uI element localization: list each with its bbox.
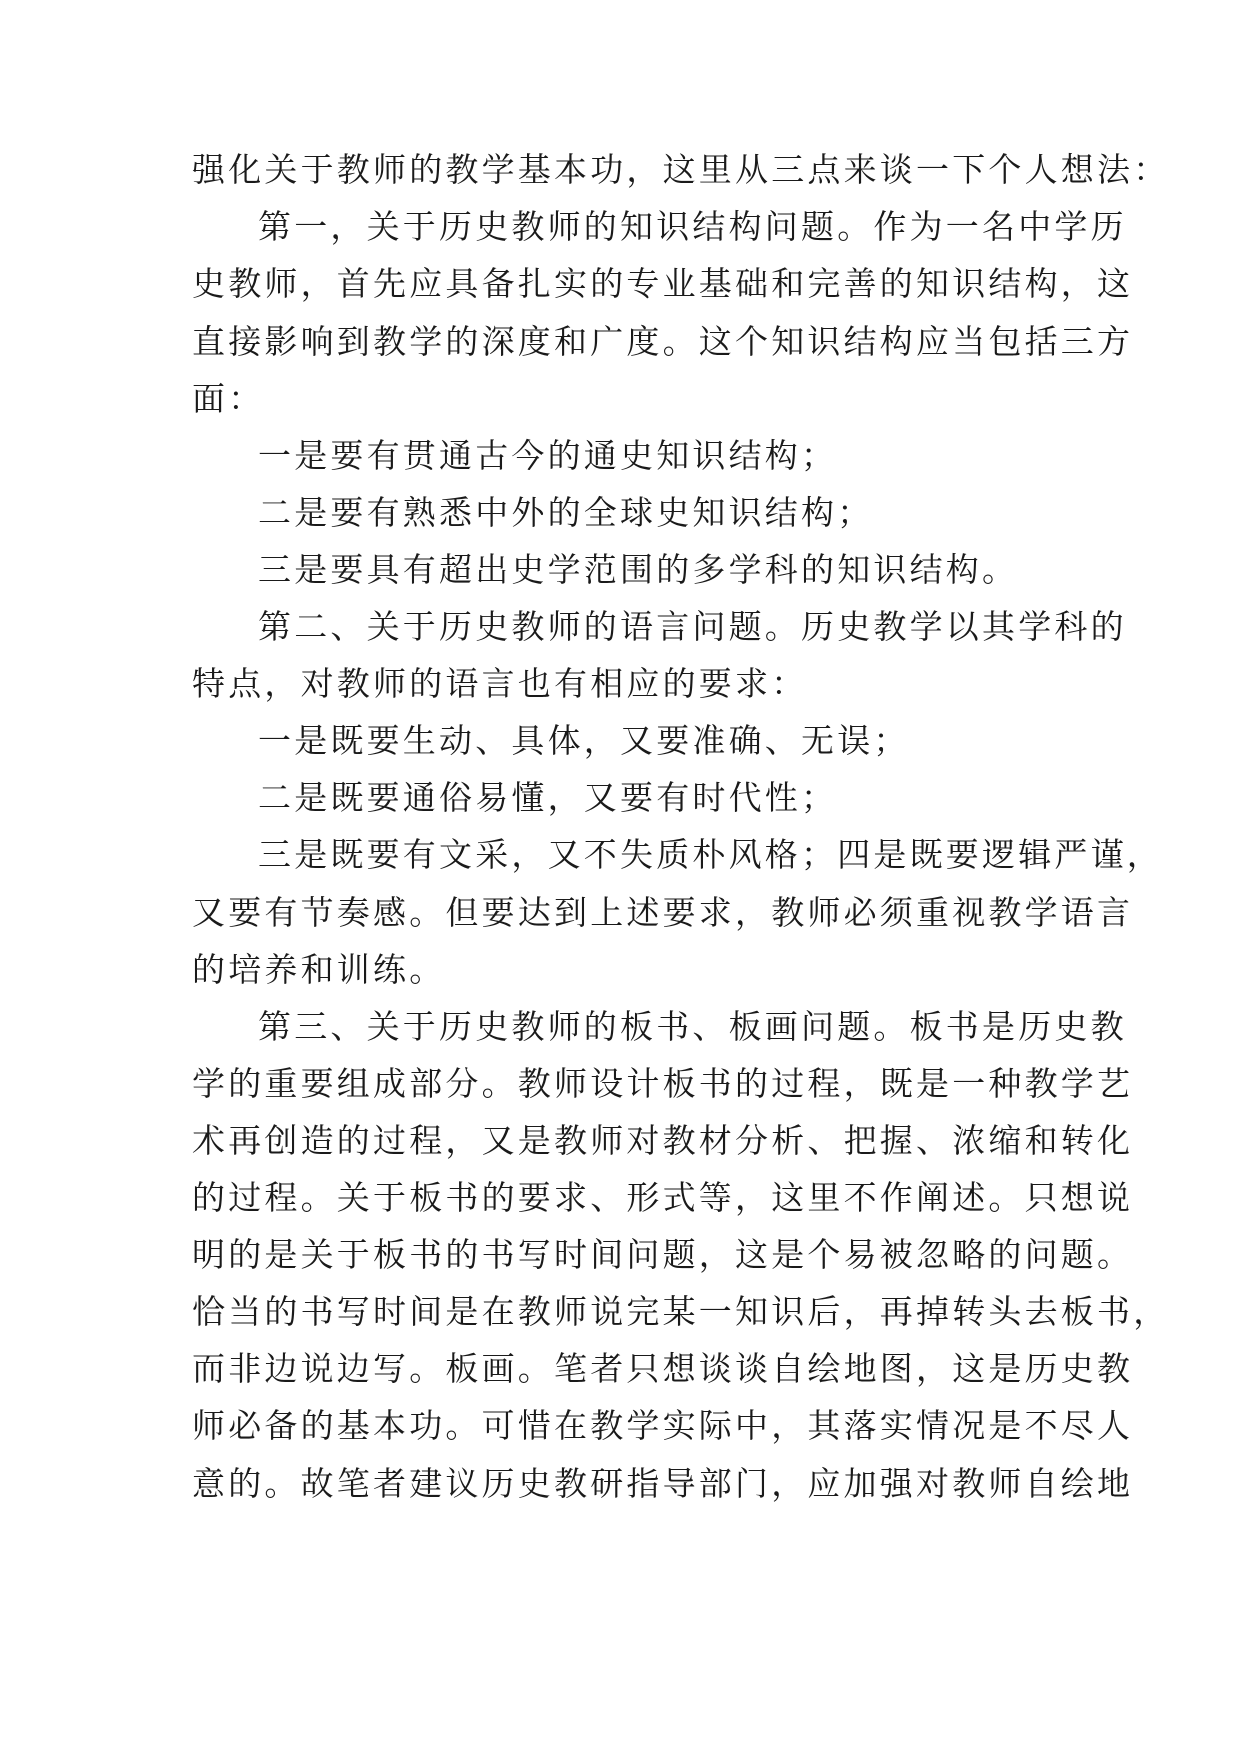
text-line: 特点，对教师的语言也有相应的要求： (192, 664, 808, 703)
text-line: 第三、关于历史教师的板书、板画问题。板书是历史教 (258, 1007, 1127, 1046)
text-line: 第一，关于历史教师的知识结构问题。作为一名中学历 (258, 207, 1127, 246)
text-line: 的培养和训练。 (192, 950, 446, 989)
text-line: 术再创造的过程，又是教师对教材分析、把握、浓缩和转化 (192, 1121, 1134, 1160)
text-line: 学的重要组成部分。教师设计板书的过程，既是一种教学艺 (192, 1064, 1134, 1103)
text-line: 面： (192, 379, 265, 418)
text-line: 意的。故笔者建议历史教研指导部门，应加强对教师自绘地 (192, 1464, 1134, 1503)
text-line: 一是要有贯通古今的通史知识结构； (258, 436, 838, 475)
text-line: 明的是关于板书的书写时间问题，这是个易被忽略的问题。 (192, 1235, 1134, 1274)
text-line: 第二、关于历史教师的语言问题。历史教学以其学科的 (258, 607, 1127, 646)
text-line: 史教师，首先应具备扎实的专业基础和完善的知识结构，这 (192, 264, 1134, 303)
text-line: 三是要具有超出史学范围的多学科的知识结构。 (258, 550, 1019, 589)
text-line: 一是既要生动、具体，又要准确、无误； (258, 721, 910, 760)
text-line: 三是既要有文采，又不失质朴风格；四是既要逻辑严谨， (258, 835, 1163, 874)
text-line: 强化关于教师的教学基本功，这里从三点来谈一下个人想法： (192, 150, 1170, 189)
text-line: 而非边说边写。板画。笔者只想谈谈自绘地图，这是历史教 (192, 1349, 1134, 1388)
text-line: 又要有节奏感。但要达到上述要求，教师必须重视教学语言 (192, 893, 1134, 932)
text-line: 师必备的基本功。可惜在教学实际中，其落实情况是不尽人 (192, 1406, 1134, 1445)
text-line: 直接影响到教学的深度和广度。这个知识结构应当包括三方 (192, 322, 1134, 361)
text-line: 恰当的书写时间是在教师说完某一知识后，再掉转头去板书， (192, 1292, 1170, 1331)
text-line: 二是既要通俗易懂，又要有时代性； (258, 778, 838, 817)
text-line: 二是要有熟悉中外的全球史知识结构； (258, 493, 874, 532)
text-line: 的过程。关于板书的要求、形式等，这里不作阐述。只想说 (192, 1178, 1134, 1217)
